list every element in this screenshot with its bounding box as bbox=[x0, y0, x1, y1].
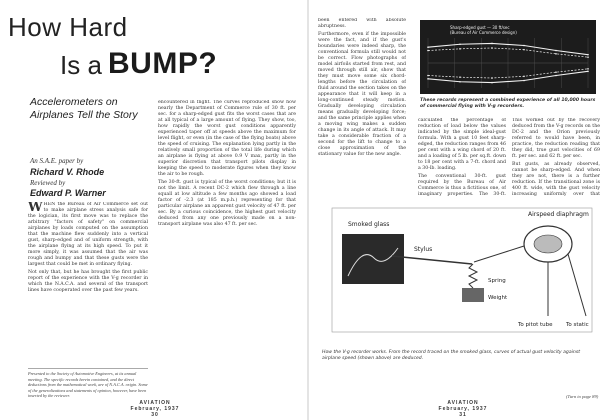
chart-data-point bbox=[459, 48, 461, 50]
article-column-2 bbox=[158, 100, 296, 395]
folio-date: February, 1937 bbox=[438, 406, 488, 412]
right-folio bbox=[428, 400, 498, 418]
label-smoked-glass: Smoked glass bbox=[348, 221, 390, 228]
inertia-weight bbox=[462, 288, 484, 302]
col3-paragraph-1: been entered with absolute abruptness. bbox=[318, 18, 406, 29]
label-airspeed-diaphragm: Airspeed diaphragm bbox=[528, 211, 589, 218]
col4-paragraph-2: The conventional 30-ft. gust required by the Bureau of Air Commerce is thus a fictitious one, of imaginary properties. The 30-ft. bbox=[418, 174, 506, 196]
article-subtitle: Accelerometers on Airplanes Tell the Story bbox=[30, 96, 138, 121]
chart-data-point bbox=[491, 82, 493, 84]
chart-canvas bbox=[420, 20, 596, 94]
footnote: Presented to the Society of Automotive Engineers, at its annual meeting. The specific records herein contained, and the direct deductions from the mathematical work, are of N.A.C.A. origin. Some of the generalizations and statements of opinion, however, have been inserted by the reviewer. bbox=[28, 368, 148, 399]
chart-data-point bbox=[459, 76, 461, 78]
col1-paragraph-2: Not only that, but he has brought the first public report of the experience with the V-g recorder in which the N.A.C.A. and several of the transport lines have cooperated over the past few years. bbox=[28, 270, 148, 293]
vg-records-chart bbox=[420, 20, 596, 94]
folio-date: February, 1937 bbox=[130, 406, 180, 412]
chart-data-point bbox=[587, 56, 589, 58]
col2-paragraph-2: The 30-ft. gust is typical of the worst conditions; but it is not the limit. A recent DC-2 which flew through a line squall at low altitude a few months ago showed a load factor of -2.3 (at 185 m.p.h.) representing for that particular airplane an apparent gust velocity of 47 ft. per sec. By a curious coincidence, the highest gust velocity deduced from any one previously made on a non-transport airplane was also 47 ft. per sec. bbox=[158, 180, 296, 227]
headline-is-a: Is a bbox=[60, 50, 102, 80]
col1-paragraph-1: HEN the Bureau of Air Commerce set out to make airplane stress analysis safe for the logician, its first move was to replace the arbitrary "factors of safety" on commercial airplanes by loads computed on the assumption that the machine flew suddenly into a vertical gust, sharp-edged and of uniform strength, with the airplane flying at its high speed. To put it more simply, it was assumed that the air was rough and bumpy and that these gusts were the largest that could be met in ordinary flying. bbox=[28, 202, 148, 267]
chart-data-point bbox=[555, 50, 557, 52]
reviewed-by-line: Reviewed by bbox=[30, 179, 66, 187]
label-to-static: To static bbox=[566, 322, 589, 328]
diaphragm-center bbox=[534, 235, 562, 253]
chart-caption: These records represent a combined experience of all 10,000 hours of commercial flying with V-g recorders. bbox=[420, 98, 596, 109]
continuation-note: (Turn to page 89) bbox=[566, 394, 599, 399]
folio-magazine-name: AVIATION bbox=[447, 400, 479, 406]
chart-data-point bbox=[427, 75, 429, 77]
col5-paragraph-1: This worked out by the recovery deduced from the V-g records on the DC-2 and the Orion previously referred to would have been, in practice, the reduction reading that they did, true gust velocities of 69 ft. per sec. and 62 ft. per sec. bbox=[512, 118, 600, 159]
chart-data-point bbox=[555, 75, 557, 77]
chart-data-point bbox=[427, 78, 429, 80]
left-folio bbox=[120, 400, 190, 418]
chart-data-point bbox=[491, 43, 493, 45]
chart-legend-line-2: (Bureau of Air Commerce design) bbox=[450, 30, 517, 35]
col2-paragraph-1: encountered in flight. The curves reproduced show how nearly the Department of Commerce rule of 30 ft. per sec. for a sharp-edged gust fits the worst cases that are at all typical of a large amount of flying. They show, too, how rapidly the worst gust conditions apparently experienced taper off at speeds above the maximum for level flight, or even (in the case of the flying boats) above the speed of cruising. The explanation lying partly in the relatively small proportion of the total life during which an airplane is flying at above 0.9 V max, partly in the superior discretion that transport pilots display in keeping the speed to moderate figures when they know the air to be rough. bbox=[158, 100, 296, 177]
page-gutter bbox=[307, 0, 309, 420]
label-stylus: Stylus bbox=[414, 246, 433, 253]
article-column-3 bbox=[318, 18, 406, 190]
chart-data-point bbox=[523, 76, 525, 78]
headline-bump: BUMP? bbox=[108, 47, 218, 80]
reviewer-name: Edward P. Warner bbox=[30, 188, 106, 198]
sae-paper-line: An S.A.E. paper by bbox=[30, 157, 84, 165]
chart-data-point bbox=[555, 53, 557, 55]
chart-data-point bbox=[459, 81, 461, 83]
article-column-5 bbox=[512, 118, 600, 196]
chart-data-point bbox=[587, 71, 589, 73]
diagram-caption: How the V-g recorder works. From the record traced on the smoked glass, curves of actual gust velocity against airplane speed (shown above) are deduced. bbox=[322, 350, 581, 361]
label-spring: Spring bbox=[488, 278, 506, 284]
folio-page-number: 30 bbox=[151, 412, 159, 418]
chart-data-point bbox=[523, 45, 525, 47]
chart-data-point bbox=[491, 77, 493, 79]
chart-data-point bbox=[427, 46, 429, 48]
vg-recorder-diagram bbox=[322, 196, 602, 346]
smoked-glass-plate bbox=[342, 234, 404, 284]
chart-legend-line-1: Sharp-edged gust — 30 ft/sec bbox=[450, 25, 510, 30]
article-column-4 bbox=[418, 118, 506, 196]
author-name: Richard V. Rhode bbox=[30, 167, 105, 177]
label-weight: Weight bbox=[488, 295, 508, 301]
chart-data-point bbox=[587, 54, 589, 56]
chart-data-point bbox=[459, 43, 461, 45]
chart-data-point bbox=[587, 68, 589, 70]
chart-data-point bbox=[523, 49, 525, 51]
col5-paragraph-2: But gusts, as already observed, cannot be sharp-edged. And when they are not, there is a further reduction. If the transitional zone is 400 ft. wide, with the gust velocity increasing uniformly over that bbox=[512, 162, 600, 196]
drop-cap: W bbox=[28, 202, 43, 215]
chart-data-point bbox=[523, 80, 525, 82]
chart-data-point bbox=[491, 47, 493, 49]
chart-data-point bbox=[555, 71, 557, 73]
folio-page-number: 31 bbox=[459, 412, 467, 418]
folio-magazine-name: AVIATION bbox=[139, 400, 171, 406]
col3-paragraph-2: Furthermore, even if the impossible were the fact, and if the gust's boundaries were indeed sharp, the conventional formula still would not be correct. Flow photographs of model airfoils started from rest, and moved through still air, show that they must move some six chord-lengths before the circulation of fluid around the section takes on the appearance that it will keep in a long-continued steady motion. Gradually developing circulation means gradually developing force; and the same principle applies when a moving wing makes a sudden change in its angle of attack. It may take a considerable fraction of a second for the lift to change to a close approximation of the stationary value for the new angle. bbox=[318, 32, 406, 157]
headline-how-hard: How Hard bbox=[8, 12, 128, 42]
label-to-pitot: To pitot tube bbox=[518, 322, 553, 328]
col4-paragraph-1: calculated the percentage of reduction of load below the values indicated by the simple ideal-gust formula. With a gust 10 feet sharp-edged, the reduction ranges from 46 per cent with a wing chord of 20 ft. and a loading of 5 lb. per sq.ft. down to 18 per cent with a 7-ft. chord and a 30-lb. loading. bbox=[418, 118, 506, 171]
article-column-1 bbox=[28, 202, 148, 364]
chart-data-point bbox=[427, 50, 429, 52]
